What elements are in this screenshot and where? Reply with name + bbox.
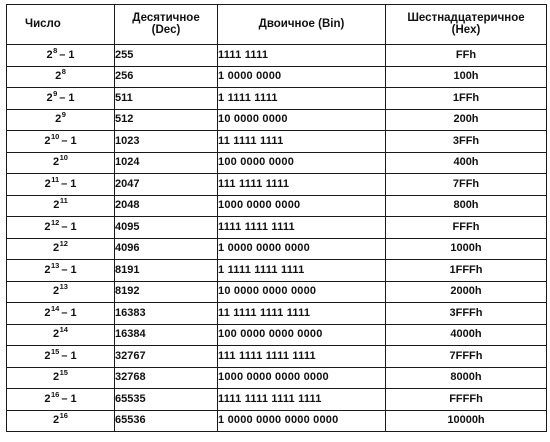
table-body — [7, 45, 547, 432]
table-row — [7, 324, 547, 346]
cell-number — [7, 238, 115, 260]
header-row — [7, 5, 547, 45]
cell-hex: 400h — [386, 152, 547, 174]
number-exponent: 10 — [59, 153, 68, 163]
number-base: 2 — [44, 349, 51, 362]
header-decimal — [115, 5, 218, 45]
number-exponent: 13 — [59, 282, 68, 292]
table-row — [7, 217, 547, 239]
number-base: 2 — [44, 263, 51, 276]
cell-decimal: 255 — [115, 45, 218, 67]
number-exponent: 14 — [50, 303, 60, 313]
number-exponent: 16 — [50, 389, 60, 399]
cell-binary: 1111 1111 1111 — [218, 217, 386, 239]
cell-binary: 1000 0000 0000 — [218, 195, 386, 217]
number-exponent: 16 — [59, 411, 68, 421]
number-minus-one: – 1 — [61, 306, 77, 319]
cell-decimal: 512 — [115, 109, 218, 131]
cell-hex: 1000h — [386, 238, 547, 260]
cell-number — [7, 66, 115, 88]
number-base: 2 — [53, 414, 60, 427]
cell-decimal: 256 — [115, 66, 218, 88]
number-base: 2 — [55, 113, 62, 126]
number-exponent: 11 — [51, 174, 60, 184]
cell-number — [7, 88, 115, 110]
number-exponent: 8 — [61, 67, 66, 77]
table-row — [7, 410, 547, 432]
number-base: 2 — [44, 392, 51, 405]
number-base: 2 — [46, 48, 53, 61]
cell-number — [7, 174, 115, 196]
cell-binary: 1 0000 0000 — [218, 66, 386, 88]
cell-hex: 8000h — [386, 367, 547, 389]
cell-number — [7, 367, 115, 389]
number-exponent: 9 — [53, 88, 58, 98]
cell-hex: 3FFh — [386, 131, 547, 153]
table-row — [7, 131, 547, 153]
cell-decimal: 32767 — [115, 346, 218, 368]
number-base: 2 — [53, 285, 60, 298]
header-hex-line1: Шестнадцатеричное — [407, 12, 525, 24]
cell-number — [7, 303, 115, 325]
cell-binary: 100 0000 0000 — [218, 152, 386, 174]
cell-decimal: 1024 — [115, 152, 218, 174]
number-minus-one: – 1 — [61, 134, 77, 147]
cell-hex: 10000h — [386, 410, 547, 432]
table-row — [7, 303, 547, 325]
cell-decimal: 2048 — [115, 195, 218, 217]
table-row — [7, 281, 547, 303]
number-base: 2 — [53, 371, 60, 384]
header-decimal-line2: (Dec) — [151, 23, 181, 36]
cell-decimal: 16383 — [115, 303, 218, 325]
cell-decimal: 32768 — [115, 367, 218, 389]
cell-decimal: 8192 — [115, 281, 218, 303]
number-base: 2 — [53, 199, 60, 212]
number-exponent: 15 — [50, 346, 60, 356]
cell-hex: 7FFFh — [386, 346, 547, 368]
cell-binary: 1 0000 0000 0000 — [218, 238, 386, 260]
cell-binary: 111 1111 1111 — [218, 174, 386, 196]
cell-binary: 1111 1111 1111 1111 — [218, 389, 386, 411]
number-base: 2 — [53, 328, 60, 341]
cell-hex: 4000h — [386, 324, 547, 346]
cell-binary: 1 1111 1111 — [218, 88, 386, 110]
number-minus-one: – 1 — [61, 220, 77, 233]
powers-of-two-table — [6, 4, 547, 432]
cell-number — [7, 389, 115, 411]
cell-number — [7, 152, 115, 174]
cell-hex: FFh — [386, 45, 547, 67]
header-number: Число — [7, 5, 115, 45]
cell-decimal: 4096 — [115, 238, 218, 260]
number-exponent: 10 — [50, 131, 60, 141]
cell-binary: 11 1111 1111 — [218, 131, 386, 153]
number-base: 2 — [44, 306, 51, 319]
number-base: 2 — [44, 134, 51, 147]
cell-hex: 100h — [386, 66, 547, 88]
header-decimal-line1: Десятичное — [132, 12, 200, 24]
cell-decimal: 4095 — [115, 217, 218, 239]
table-row — [7, 66, 547, 88]
number-exponent: 9 — [61, 110, 66, 120]
table-row — [7, 109, 547, 131]
table-row — [7, 367, 547, 389]
table-row — [7, 152, 547, 174]
header-hex — [386, 5, 547, 45]
cell-hex: 200h — [386, 109, 547, 131]
table-row — [7, 174, 547, 196]
table-row — [7, 238, 547, 260]
number-base: 2 — [53, 156, 60, 169]
number-exponent: 12 — [59, 239, 68, 249]
table-row — [7, 346, 547, 368]
number-base: 2 — [44, 177, 51, 190]
number-exponent: 8 — [53, 45, 58, 55]
cell-hex: 800h — [386, 195, 547, 217]
cell-hex: 2000h — [386, 281, 547, 303]
cell-decimal: 511 — [115, 88, 218, 110]
cell-number — [7, 195, 115, 217]
cell-hex: FFFh — [386, 217, 547, 239]
cell-hex: 3FFFh — [386, 303, 547, 325]
cell-hex: FFFFh — [386, 389, 547, 411]
table-row — [7, 260, 547, 282]
cell-decimal: 16384 — [115, 324, 218, 346]
cell-decimal: 2047 — [115, 174, 218, 196]
cell-binary: 1 1111 1111 1111 — [218, 260, 386, 282]
number-minus-one: – 1 — [61, 263, 77, 276]
cell-hex: 1FFh — [386, 88, 547, 110]
number-minus-one: – 1 — [59, 48, 75, 61]
cell-number — [7, 45, 115, 67]
number-minus-one: – 1 — [61, 349, 77, 362]
cell-binary: 11 1111 1111 1111 — [218, 303, 386, 325]
number-exponent: 14 — [59, 325, 68, 335]
cell-hex: 1FFFh — [386, 260, 547, 282]
number-base: 2 — [55, 70, 62, 83]
table-row — [7, 45, 547, 67]
cell-binary: 10 0000 0000 — [218, 109, 386, 131]
cell-decimal: 1023 — [115, 131, 218, 153]
number-exponent: 15 — [59, 368, 68, 378]
header-binary: Двоичное (Bin) — [218, 5, 386, 45]
table-row — [7, 195, 547, 217]
cell-binary: 111 1111 1111 1111 — [218, 346, 386, 368]
cell-binary: 1111 1111 — [218, 45, 386, 67]
cell-binary: 1 0000 0000 0000 0000 — [218, 410, 386, 432]
cell-number — [7, 217, 115, 239]
number-exponent: 12 — [50, 217, 60, 227]
cell-binary: 1000 0000 0000 0000 — [218, 367, 386, 389]
cell-decimal: 8191 — [115, 260, 218, 282]
cell-number — [7, 260, 115, 282]
number-minus-one: – 1 — [61, 177, 77, 190]
cell-hex: 7FFh — [386, 174, 547, 196]
cell-binary: 10 0000 0000 0000 — [218, 281, 386, 303]
cell-binary: 100 0000 0000 0000 — [218, 324, 386, 346]
cell-number — [7, 131, 115, 153]
cell-number — [7, 281, 115, 303]
number-base: 2 — [44, 220, 51, 233]
number-base: 2 — [46, 91, 53, 104]
table-row — [7, 389, 547, 411]
number-minus-one: – 1 — [61, 392, 77, 405]
cell-number — [7, 346, 115, 368]
number-base: 2 — [53, 242, 60, 255]
cell-decimal: 65536 — [115, 410, 218, 432]
cell-number — [7, 109, 115, 131]
table-row — [7, 88, 547, 110]
number-exponent: 13 — [50, 260, 60, 270]
number-exponent: 11 — [59, 196, 68, 206]
cell-number — [7, 324, 115, 346]
cell-number — [7, 410, 115, 432]
cell-decimal: 65535 — [115, 389, 218, 411]
number-minus-one: – 1 — [59, 91, 75, 104]
header-hex-line2: (Hex) — [451, 23, 481, 36]
